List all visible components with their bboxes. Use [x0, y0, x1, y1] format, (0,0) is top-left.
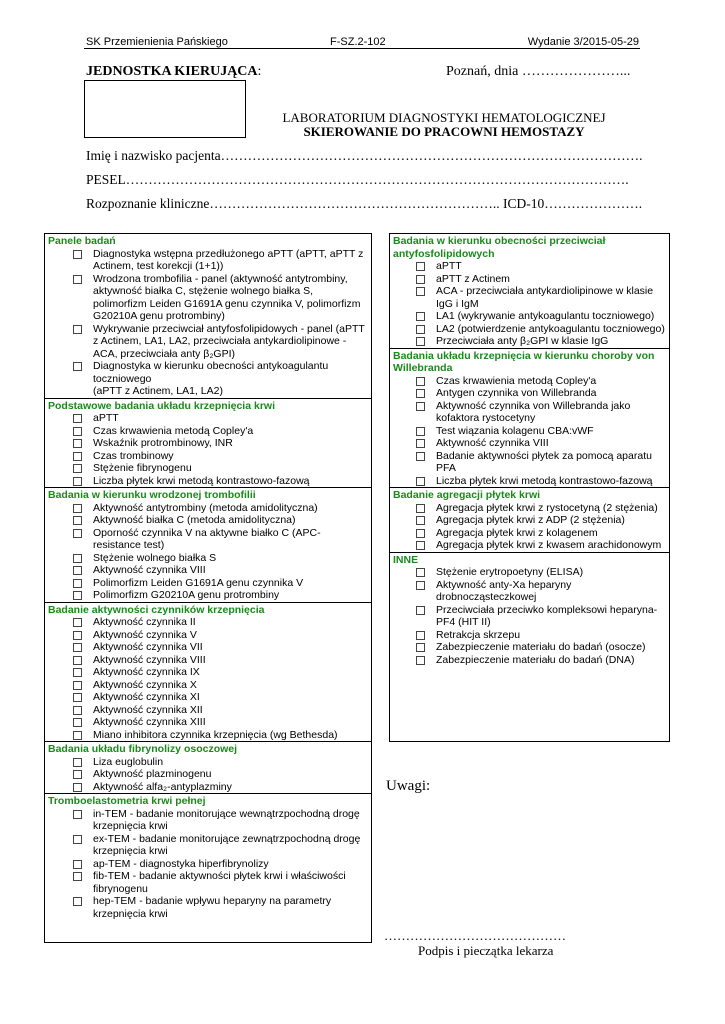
test-checkbox-item[interactable]: Aktywność czynnika X: [45, 679, 371, 692]
test-checkbox-item[interactable]: Retrakcja skrzepu: [390, 629, 669, 642]
section-title: Badania w kierunku wrodzonej trombofilii: [48, 489, 256, 501]
test-checkbox-item[interactable]: Aktywność czynnika IX: [45, 666, 371, 679]
test-checkbox-item[interactable]: Aktywność białka C (metoda amidolityczna): [45, 514, 371, 527]
test-checkbox-item[interactable]: fib-TEM - badanie aktywności płytek krwi i właściwości fibrynogenu: [45, 870, 371, 895]
form-title: SKIEROWANIE DO PRACOWNI HEMOSTAZY: [303, 124, 585, 139]
test-checkbox-item[interactable]: Aktywność antytrombiny (metoda amidolityczna): [45, 502, 371, 515]
test-checkbox-item[interactable]: Przeciwciała anty β₂GPI w klasie IgG: [390, 335, 669, 348]
left-section: [45, 603, 371, 743]
test-checkbox-item[interactable]: Test wiązania kolagenu CBA:vWF: [390, 425, 669, 438]
test-checkbox-item[interactable]: Aktywność anty-Xa heparyny drobnocząsteczkowej: [390, 579, 669, 604]
section-title: Tromboelastometria krwi pełnej: [48, 795, 206, 807]
test-checkbox-item[interactable]: Zabezpieczenie materiału do badań (DNA): [390, 654, 669, 667]
test-checkbox-item[interactable]: Badanie aktywności płytek za pomocą aparatu PFA: [390, 450, 669, 475]
unit-colon: :: [257, 64, 262, 79]
test-checkbox-item[interactable]: Czas trombinowy: [45, 450, 371, 463]
section-title: Badanie aktywności czynników krzepnięcia: [48, 603, 265, 616]
test-checkbox-item[interactable]: Liczba płytek krwi metodą kontrastowo-fazową: [45, 475, 371, 488]
right-section: [390, 234, 669, 349]
right-section: [390, 349, 669, 489]
test-checkbox-item[interactable]: Polimorfizm G20210A genu protrombiny: [45, 589, 371, 602]
test-checkbox-item[interactable]: Wykrywanie przeciwciał antyfosfolipidowych - panel (aPTT z Actinem, LA1, LA2, przeciwciała antykardiolipinowe - ACA, przeciwciała anty β₂GPI): [45, 323, 371, 361]
test-checkbox-item[interactable]: Wrodzona trombofilia - panel (aktywność antytrombiny, aktywność białka C, stężenie wolnego białka S, polimorfizm Leiden G1691A genu czynnika V, polimorfizm G20210A genu protrombiny): [45, 273, 371, 323]
test-checkbox-item[interactable]: ACA - przeciwciała antykardiolipinowe w klasie IgG i IgM: [390, 285, 669, 310]
right-section: [390, 488, 669, 553]
test-checkbox-item[interactable]: Antygen czynnika von Willebranda: [390, 387, 669, 400]
header-divider: [84, 48, 640, 49]
right-tests-panel: [389, 233, 670, 742]
test-checkbox-item[interactable]: Aktywność czynnika VIII: [390, 437, 669, 450]
test-checkbox-item[interactable]: Miano inhibitora czynnika krzepnięcia (wg Bethesda): [45, 729, 371, 742]
section-title: Podstawowe badania układu krzepnięcia krwi: [48, 399, 275, 412]
test-checkbox-item[interactable]: Aktywność czynnika V: [45, 629, 371, 642]
left-section: [45, 742, 371, 794]
left-section: [45, 794, 371, 920]
test-checkbox-item[interactable]: Aktywność czynnika XIII: [45, 716, 371, 729]
unit-label: JEDNOSTKA KIERUJĄCA: [86, 64, 258, 79]
unit-stamp-box[interactable]: [84, 80, 246, 138]
left-tests-panel: [44, 233, 372, 943]
test-checkbox-item[interactable]: Diagnostyka w kierunku obecności antykoagulantu toczniowego: [45, 360, 371, 385]
test-checkbox-item[interactable]: Aktywność czynnika VII: [45, 641, 371, 654]
test-checkbox-item[interactable]: in-TEM - badanie monitorujące wewnątrzpochodną drogę krzepnięcia krwi: [45, 808, 371, 833]
test-checkbox-item[interactable]: Polimorfizm Leiden G1691A genu czynnika V: [45, 577, 371, 590]
test-checkbox-item[interactable]: Liza euglobulin: [45, 756, 371, 769]
test-checkbox-item[interactable]: Aktywność czynnika II: [45, 616, 371, 629]
test-checkbox-item[interactable]: aPTT z Actinem: [390, 273, 669, 286]
test-checkbox-item[interactable]: Aktywność czynnika XII: [45, 704, 371, 717]
pesel-field[interactable]: PESEL………………………………………………………………………………………………….: [86, 172, 629, 187]
left-section: [45, 488, 371, 603]
test-checkbox-item[interactable]: Aktywność czynnika VIII: [45, 654, 371, 667]
test-checkbox-item[interactable]: Zabezpieczenie materiału do badań (osocze): [390, 641, 669, 654]
lab-name: LABORATORIUM DIAGNOSTYKI HEMATOLOGICZNEJ: [282, 110, 606, 125]
header-center: F-SZ.2-102: [330, 36, 386, 48]
header-right: Wydanie 3/2015-05-29: [527, 36, 639, 48]
test-checkbox-item[interactable]: ap-TEM - diagnostyka hiperfibrynolizy: [45, 858, 371, 871]
patient-name-field[interactable]: Imię i nazwisko pacjenta………………………………………………………………………………….: [86, 148, 643, 163]
test-checkbox-item[interactable]: Aktywność czynnika von Willebranda jako kofaktora rystocetyny: [390, 400, 669, 425]
test-checkbox-item[interactable]: Aktywność plazminogenu: [45, 768, 371, 781]
test-checkbox-item[interactable]: Stężenie fibrynogenu: [45, 462, 371, 475]
diagnosis-field[interactable]: Rozpoznanie kliniczne……………………………………………………….. ICD-10………………….: [86, 196, 643, 211]
test-checkbox-item[interactable]: Oporność czynnika V na aktywne białko C (APC-resistance test): [45, 527, 371, 552]
right-section: [390, 553, 669, 667]
test-checkbox-item[interactable]: Stężenie wolnego białka S: [45, 552, 371, 565]
test-checkbox-item[interactable]: Aktywność alfa₂-antyplazminy: [45, 781, 371, 794]
signature-label: Podpis i pieczątka lekarza: [418, 943, 554, 958]
section-note: (aPTT z Actinem, LA1, LA2): [93, 385, 223, 397]
place-date[interactable]: Poznań, dnia …………………...: [446, 64, 631, 79]
test-checkbox-item[interactable]: Czas krwawienia metodą Copley'a: [45, 425, 371, 438]
test-checkbox-item[interactable]: Wskaźnik protrombinowy, INR: [45, 437, 371, 450]
unit-label-row: [86, 64, 261, 80]
section-title: Badanie agregacji płytek krwi: [393, 489, 541, 501]
test-checkbox-item[interactable]: Stężenie erytropoetyny (ELISA): [390, 566, 669, 579]
test-checkbox-item[interactable]: Liczba płytek krwi metodą kontrastowo-fazową: [390, 475, 669, 488]
section-title: Badania układu krzepnięcia w kierunku choroby von Willebranda: [393, 349, 655, 374]
test-checkbox-item[interactable]: hep-TEM - badanie wpływu heparyny na parametry krzepnięcia krwi: [45, 895, 371, 920]
left-section: [45, 234, 371, 399]
test-checkbox-item[interactable]: Aktywność czynnika VIII: [45, 564, 371, 577]
section-title: Panele badań: [48, 235, 116, 247]
test-checkbox-item[interactable]: LA1 (wykrywanie antykoagulantu toczniowego): [390, 310, 669, 323]
section-title: INNE: [393, 553, 419, 566]
test-checkbox-item[interactable]: Przeciwciała przeciwko kompleksowi heparyna-PF4 (HIT II): [390, 604, 669, 629]
header-left: SK Przemienienia Pańskiego: [86, 36, 228, 48]
test-checkbox-item[interactable]: Czas krwawienia metodą Copley'a: [390, 375, 669, 388]
test-checkbox-item[interactable]: Agregacja płytek krwi z ADP (2 stężenia): [390, 514, 669, 527]
signature-line[interactable]: ……………………………………: [384, 928, 566, 943]
test-checkbox-item[interactable]: Agregacja płytek krwi z kwasem arachidonowym: [390, 539, 669, 552]
test-checkbox-item[interactable]: ex-TEM - badanie monitorujące zewnątrzpochodną drogę krzepnięcia krwi: [45, 833, 371, 858]
test-checkbox-item[interactable]: Agregacja płytek krwi z rystocetyną (2 stężenia): [390, 502, 669, 515]
section-title: Badania układu fibrynolizy osoczowej: [48, 743, 238, 755]
section-title: Badania w kierunku obecności przeciwciał antyfosfolipidowych: [393, 235, 606, 260]
test-checkbox-item[interactable]: aPTT: [45, 412, 371, 425]
notes-label: Uwagi:: [386, 778, 431, 794]
test-checkbox-item[interactable]: LA2 (potwierdzenie antykoagulantu toczniowego): [390, 323, 669, 336]
left-section: [45, 399, 371, 489]
test-checkbox-item[interactable]: Agregacja płytek krwi z kolagenem: [390, 527, 669, 540]
test-checkbox-item[interactable]: Diagnostyka wstępna przedłużonego aPTT (aPTT, aPTT z Actinem, test korekcji (1+1)): [45, 248, 371, 273]
test-checkbox-item[interactable]: aPTT: [390, 260, 669, 273]
test-checkbox-item[interactable]: Aktywność czynnika XI: [45, 691, 371, 704]
